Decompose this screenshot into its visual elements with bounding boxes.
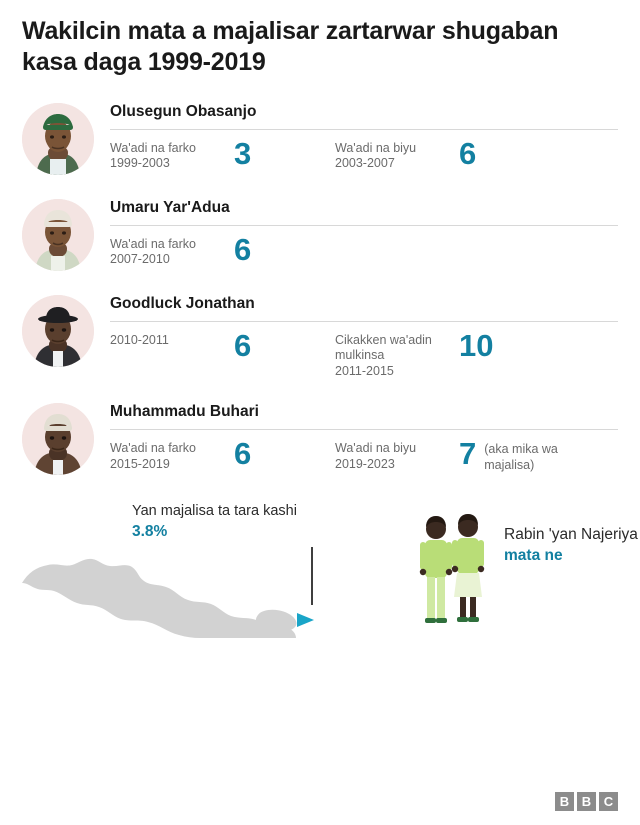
term-text: [335, 439, 453, 472]
term-years: 2011-2015: [335, 363, 394, 378]
spacer: [22, 383, 618, 397]
term-text: [335, 331, 453, 380]
term-list: [110, 135, 618, 172]
person-row: [22, 193, 618, 271]
map-annotation: [132, 503, 352, 540]
term-list: [110, 231, 618, 268]
avatar: [22, 403, 94, 475]
bbc-logo-c: C: [599, 792, 618, 811]
person-row: [22, 397, 618, 475]
divider: [110, 429, 618, 430]
person-name: Muhammadu Buhari: [110, 403, 259, 421]
term-years: 1999-2003: [110, 156, 170, 171]
map-caption: Yan majalisa ta tara kashi: [132, 503, 297, 520]
person-name: Goodluck Jonathan: [110, 294, 255, 312]
term-count: 10: [459, 327, 494, 363]
bbc-logo-b2: B: [577, 792, 596, 811]
term-item: [110, 231, 335, 268]
term-text: [110, 331, 228, 349]
page-title: Wakilcin mata a majalisar zartarwar shugaban kasa daga 1999-2019: [22, 17, 559, 77]
term-count: 6: [234, 327, 252, 363]
term-count: 7: [459, 436, 477, 472]
footer-section: [22, 503, 638, 663]
divider: [110, 129, 618, 130]
avatar-wrap: [22, 97, 100, 175]
footer-statement-line1: Rabin 'yan Najeriya: [504, 526, 638, 544]
term-label: Cikakken wa'adin mulkinsa: [335, 332, 432, 363]
term-count: 6: [459, 135, 477, 171]
avatar: [22, 199, 94, 271]
term-item: [110, 436, 335, 472]
footer-statement: [504, 525, 640, 565]
term-years: 2015-2019: [110, 457, 170, 471]
person-body: [100, 397, 618, 473]
term-count: 6: [234, 231, 252, 267]
divider: [110, 225, 618, 226]
term-item: [110, 327, 335, 363]
avatar-wrap: [22, 193, 100, 271]
term-years: 2010-2011: [110, 332, 169, 347]
leader-line: [311, 547, 313, 605]
person-body: [100, 289, 618, 380]
avatar-wrap: [22, 397, 100, 475]
person-name: Umaru Yar'Adua: [110, 198, 230, 216]
avatar: [22, 295, 94, 367]
term-list: [110, 436, 618, 473]
nigeria-map: [14, 539, 324, 659]
term-years: 2003-2007: [335, 156, 395, 171]
term-label: Wa'adi na biyu: [335, 441, 417, 456]
term-text: [110, 139, 228, 172]
avatar: [22, 103, 94, 175]
spacer: [22, 179, 618, 193]
avatar-wrap: [22, 289, 100, 367]
person-row: [22, 97, 618, 175]
person-row: [22, 289, 618, 380]
term-text: [110, 235, 228, 268]
term-label: Wa'adi na farko: [110, 236, 196, 251]
term-item: [335, 327, 560, 380]
term-note: (aka mika wa majalisa): [484, 442, 558, 472]
bbc-logo-b1: B: [555, 792, 574, 811]
footer-statement-line2: mata ne: [504, 546, 563, 564]
spacer: [22, 275, 618, 289]
term-text: [110, 439, 228, 472]
term-list: [110, 327, 618, 380]
term-item: [110, 135, 335, 172]
term-item: [335, 436, 585, 473]
divider: [110, 321, 618, 322]
term-count: 3: [234, 135, 252, 171]
term-label: Wa'adi na farko: [110, 441, 196, 456]
term-item: [335, 135, 560, 172]
term-label: Wa'adi na biyu: [335, 140, 417, 155]
person-name: Olusegun Obasanjo: [110, 102, 257, 120]
person-body: [100, 193, 618, 268]
term-label: Wa'adi na farko: [110, 140, 196, 155]
two-women-icon: [412, 513, 492, 631]
term-text: [335, 139, 453, 172]
term-years: 2007-2010: [110, 252, 170, 267]
bbc-logo: [555, 792, 618, 811]
person-body: [100, 97, 618, 172]
term-count: 6: [234, 436, 252, 472]
term-years: 2019-2023: [335, 457, 395, 471]
map-percent: 3.8%: [132, 522, 168, 540]
